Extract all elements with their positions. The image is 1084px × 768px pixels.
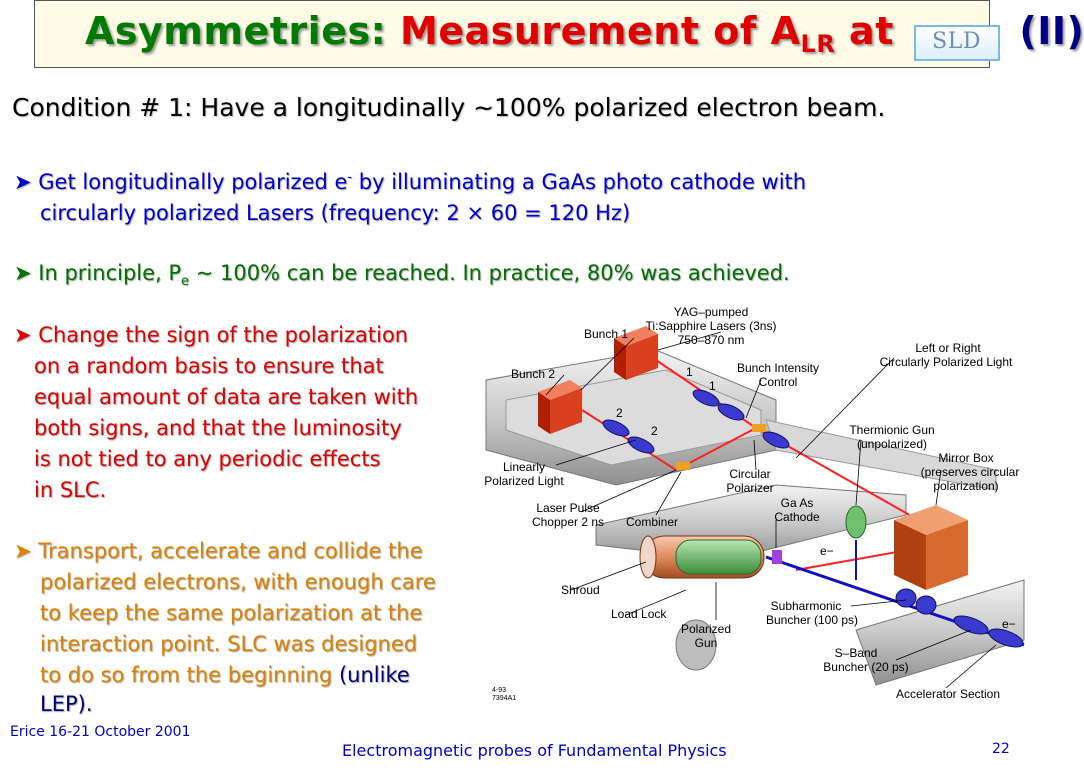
title-subscript: LR <box>800 30 836 58</box>
slide-title <box>85 9 1084 61</box>
label-circular-1: Circular <box>729 467 771 481</box>
bullet-4-text-a: to do so from the beginning <box>40 663 333 687</box>
label-subharmonic-1: Subharmonic <box>770 599 842 613</box>
label-yag-3: 750–870 nm <box>677 333 745 347</box>
mirror-box <box>894 505 968 590</box>
label-shroud: Shroud <box>561 583 600 597</box>
label-yag-2: Ti:Sapphire Lasers (3ns) <box>645 319 777 333</box>
title-part4: (II) <box>1019 9 1084 53</box>
label-bunch-2: Bunch 2 <box>511 367 556 381</box>
bullet-3-line-0 <box>14 323 408 347</box>
label-yag-1: YAG–pumped <box>673 305 749 319</box>
sld-logo: SLD <box>914 25 1000 61</box>
bullet-3-line-1: on a random basis to ensure that <box>34 354 384 378</box>
thermionic-gun <box>846 506 866 538</box>
footer-center: Electromagnetic probes of Fundamental Physics <box>342 741 727 760</box>
label-electron-2: e− <box>1002 617 1016 631</box>
label-sband-1: S–Band <box>834 646 878 660</box>
intensity-mirror <box>752 424 766 432</box>
bullet-3-line-2: equal amount of data are taken with <box>34 385 419 409</box>
label-polgun-1: Polarized <box>680 622 732 636</box>
label-linear-1: Linearly <box>502 460 546 474</box>
label-gaas-1: Ga As <box>780 496 814 510</box>
bullet-4-text-b: (unlike <box>332 663 410 687</box>
bullet-1-line-1 <box>14 170 806 194</box>
combiner-mirror <box>676 462 690 470</box>
bullet-1-text-b: by illuminating a GaAs photo cathode with <box>352 170 807 194</box>
title-box <box>34 0 1084 68</box>
path-label-2b: 2 <box>651 424 658 438</box>
label-intensity-1: Bunch Intensity <box>736 361 820 375</box>
label-electron: e− <box>820 544 834 558</box>
path-label-2: 2 <box>616 406 623 420</box>
label-mirror-1: Mirror Box <box>938 451 994 465</box>
label-combiner: Combiner <box>626 515 679 529</box>
bullet-4-line-1: polarized electrons, with enough care <box>40 570 436 594</box>
label-mirror-2: (preserves circular <box>920 465 1020 479</box>
label-left-right-1: Left or Right <box>915 341 981 355</box>
label-linear-2: Polarized Light <box>484 474 564 488</box>
label-gaas-2: Cathode <box>774 510 820 524</box>
bullet-4-line-4 <box>40 663 410 687</box>
footer-left: Erice 16-21 October 2001 <box>10 724 191 740</box>
label-subharmonic-2: Buncher (100 ps) <box>765 613 859 627</box>
bullet-4-line-0 <box>14 539 423 563</box>
title-part3: at <box>849 9 894 53</box>
bullet-3-line-5: in SLC. <box>34 478 107 502</box>
label-left-right-2: Circularly Polarized Light <box>879 355 1013 369</box>
label-thermionic-1: Thermionic Gun <box>849 423 935 437</box>
bullet-4-text: Transport, accelerate and collide the <box>38 539 423 563</box>
label-polgun-2: Gun <box>694 636 718 650</box>
bullet-4-line-5: LEP). <box>40 692 93 716</box>
label-circular-2: Polarizer <box>726 481 774 495</box>
bullet-1-text-a: Get longitudinally polarized e <box>38 170 348 194</box>
bullet-2-text-b: ~ 100% can be reached. In practice, 80% was achieved. <box>189 261 790 285</box>
label-load-lock: Load Lock <box>611 607 667 621</box>
bullet-arrow-icon: ➤ <box>14 261 39 285</box>
label-accelerator: Accelerator Section <box>895 687 1001 701</box>
label-thermionic-2: (unpolarized) <box>856 437 928 451</box>
polarized-source-diagram <box>476 300 1024 710</box>
bullet-1-sup: - <box>347 170 353 185</box>
gaas-cathode <box>772 550 782 564</box>
label-chopper-1: Laser Pulse <box>536 501 600 515</box>
bullet-arrow-icon: ➤ <box>14 539 39 563</box>
bullet-2-text-a: In principle, P <box>38 261 182 285</box>
bullet-2 <box>14 261 790 289</box>
path-label-1: 1 <box>686 365 693 379</box>
title-part2: Measurement of A <box>400 9 801 53</box>
label-code-2: 7394A1 <box>492 695 517 702</box>
bullet-3-text: Change the sign of the polarization <box>38 323 409 347</box>
label-code-1: 4-93 <box>492 687 507 694</box>
label-chopper-2: Chopper 2 ns <box>531 515 605 529</box>
title-part1: Asymmetries: <box>85 9 387 53</box>
label-sband-2: Buncher (20 ps) <box>823 660 909 674</box>
bullet-3-line-4: is not tied to any periodic effects <box>34 447 381 471</box>
bullet-2-sub: e <box>181 274 190 290</box>
condition-text: Condition # 1: Have a longitudinally ~100% polarized electron beam. <box>12 93 886 122</box>
label-bunch-1: Bunch 1 <box>584 327 629 341</box>
label-mirror-3: polarization) <box>933 479 999 493</box>
bullet-3-line-3: both signs, and that the luminosity <box>34 416 402 440</box>
bullet-4-line-2: to keep the same polarization at the <box>40 601 423 625</box>
polarized-gun <box>640 536 764 578</box>
bullet-4-line-3: interaction point. SLC was designed <box>40 632 418 656</box>
bullet-arrow-icon: ➤ <box>14 170 39 194</box>
bullet-arrow-icon: ➤ <box>14 323 39 347</box>
page-number: 22 <box>992 741 1010 757</box>
label-intensity-2: Control <box>758 375 798 389</box>
path-label-1b: 1 <box>709 379 716 393</box>
bullet-1-line-2: circularly polarized Lasers (frequency: 2 × 60 = 120 Hz) <box>40 201 631 225</box>
